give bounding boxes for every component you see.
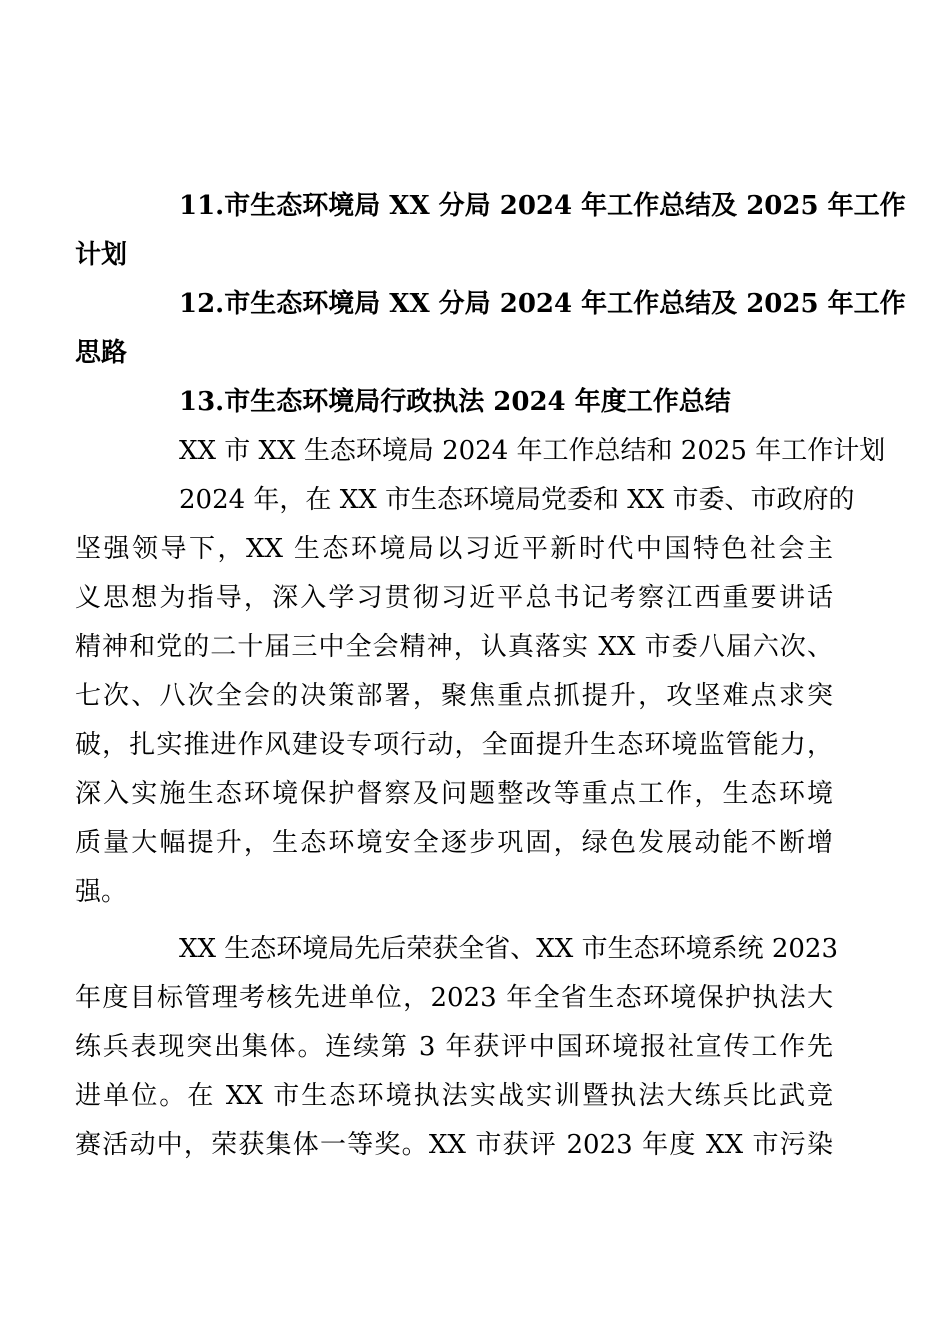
paragraph-line: 强。	[75, 877, 128, 907]
toc-heading-11	[75, 182, 906, 280]
document-body	[75, 182, 906, 1170]
paragraph-line: 深入实施生态环境保护督察及问题整改等重点工作，生态环境	[75, 779, 833, 809]
heading-line: 11.市生态环境局 XX 分局 2024 年工作总结及 2025 年工作	[179, 191, 906, 221]
paragraph-line: 2024 年，在 XX 市生态环境局党委和 XX 市委、市政府的	[179, 485, 855, 515]
toc-heading-12	[75, 280, 906, 378]
paragraph-line: XX 生态环境局先后荣获全省、XX 市生态环境系统 2023	[179, 934, 839, 964]
document-title: XX 市 XX 生态环境局 2024 年工作总结和 2025 年工作计划	[179, 436, 886, 466]
paragraph-line: 精神和党的二十届三中全会精神，认真落实 XX 市委八届六次、	[75, 632, 833, 662]
heading-line: 思路	[75, 338, 128, 368]
paragraph-2	[75, 925, 839, 1170]
heading-line: 计划	[75, 240, 128, 270]
paragraph-line: 坚强领导下，XX 生态环境局以习近平新时代中国特色社会主	[75, 534, 833, 564]
paragraph-1	[75, 476, 855, 917]
heading-line: 12.市生态环境局 XX 分局 2024 年工作总结及 2025 年工作	[179, 289, 906, 319]
toc-heading-13	[127, 378, 833, 427]
paragraph-line: 进单位。在 XX 市生态环境执法实战实训暨执法大练兵比武竞	[75, 1081, 833, 1111]
paragraph-line: 质量大幅提升，生态环境安全逐步巩固，绿色发展动能不断增	[75, 828, 833, 858]
heading-line: 13.市生态环境局行政执法 2024 年度工作总结	[179, 387, 731, 417]
paragraph-line: 年度目标管理考核先进单位，2023 年全省生态环境保护执法大	[75, 983, 833, 1013]
paragraph-line: 七次、八次全会的决策部署，聚焦重点抓提升，攻坚难点求突	[75, 681, 833, 711]
paragraph-line: 练兵表现突出集体。连续第 3 年获评中国环境报社宣传工作先	[75, 1032, 833, 1062]
paragraph-line: 破，扎实推进作风建设专项行动，全面提升生态环境监管能力，	[75, 730, 833, 760]
paragraph-line: 赛活动中，荣获集体一等奖。XX 市获评 2023 年度 XX 市污染	[75, 1130, 833, 1160]
paragraph-line: 义思想为指导，深入学习贯彻习近平总书记考察江西重要讲话	[75, 583, 833, 613]
